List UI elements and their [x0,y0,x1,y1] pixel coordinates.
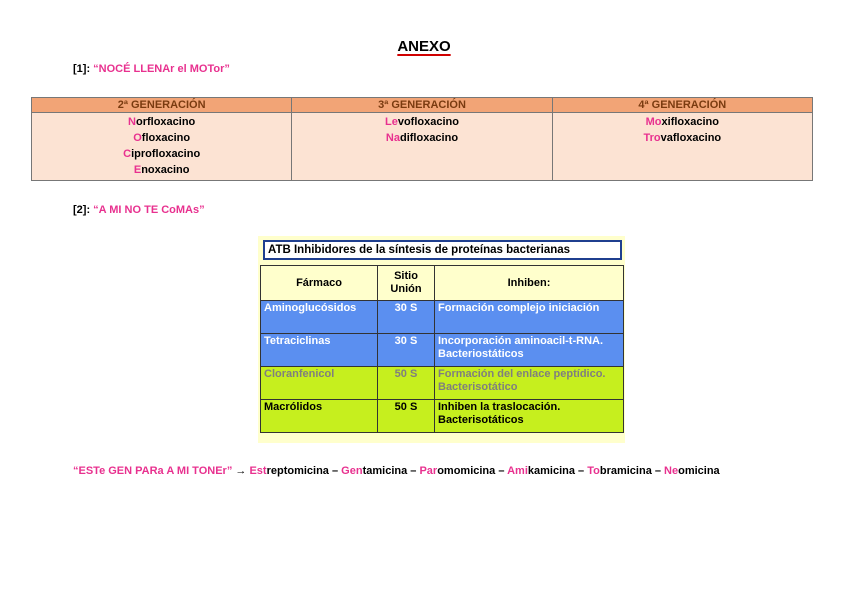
drug-item: Trovafloxacino [643,132,722,144]
note-1-mnemonic: “NOCÉ LLENAr el MOTor” [93,63,230,75]
atb-figure [258,236,625,443]
col-3rd-generation [292,113,552,181]
drug-item: Moxifloxacino [645,116,719,128]
arrow-icon: → [235,465,247,477]
drug-item: Neomicina [664,465,720,477]
aminoglycoside-mnemonic: “ESTe GEN PARa A MI TONEr” → Estreptomicina – Gentamicina – Paromomicina – Amikamicina – Tobramicina – Neomicina [73,465,720,477]
note-1-number: [1]: [73,63,91,75]
header-2nd-generation: 2ª GENERACIÓN [32,98,292,113]
atb-table [260,265,624,433]
atb-header-inhiben: Inhiben: [435,266,624,301]
header-4th-generation: 4ª GENERACIÓN [552,98,812,113]
note-2 [73,204,205,216]
cell-sitio: 30 S [378,334,435,367]
cell-sitio: 50 S [378,367,435,400]
drug-item: Gentamicina [341,465,408,477]
note-2-mnemonic: “A MI NO TE CoMAs” [93,204,205,216]
cell-sitio: 50 S [378,400,435,433]
note-1 [73,63,230,75]
cell-farmaco: Tetraciclinas [261,334,378,367]
drug-item: Ciprofloxacino [123,148,201,160]
atb-title: ATB Inhibidores de la síntesis de proteínas bacterianas [263,240,622,260]
cell-inhiben: Incorporación aminoacil-t-RNA. Bacteriostáticos [435,334,624,367]
col-2nd-generation [32,113,292,181]
generations-table [31,97,813,181]
table-row [261,400,624,433]
cell-sitio: 30 S [378,301,435,334]
drug-item: Levofloxacino [385,116,459,128]
drug-item: Amikamicina [507,465,575,477]
drug-item: Estreptomicina [249,465,329,477]
atb-header-sitio: Sitio Unión [378,266,435,301]
drug-item: Paromomicina [419,465,496,477]
cell-inhiben: Formación complejo iniciación [435,301,624,334]
table-row [261,301,624,334]
cell-farmaco: Aminoglucósidos [261,301,378,334]
page-title: ANEXO [397,38,451,55]
mnemonic-quote: “ESTe GEN PARa A MI TONEr” [73,465,233,477]
drug-item: Tobramicina [587,465,652,477]
atb-header-farmaco: Fármaco [261,266,378,301]
table-row [261,334,624,367]
cell-farmaco: Macrólidos [261,400,378,433]
cell-farmaco: Cloranfenicol [261,367,378,400]
drug-item: Enoxacino [133,164,190,176]
drug-item: Norfloxacino [128,116,196,128]
cell-inhiben: Formación del enlace peptídico. Bacterisotático [435,367,624,400]
drug-item: Ofloxacino [133,132,191,144]
header-3rd-generation: 3ª GENERACIÓN [292,98,552,113]
col-4th-generation [552,113,812,181]
table-row [261,367,624,400]
drug-item: Nadifloxacino [385,132,459,144]
cell-inhiben: Inhiben la traslocación. Bacterisotáticos [435,400,624,433]
note-2-number: [2]: [73,204,91,216]
